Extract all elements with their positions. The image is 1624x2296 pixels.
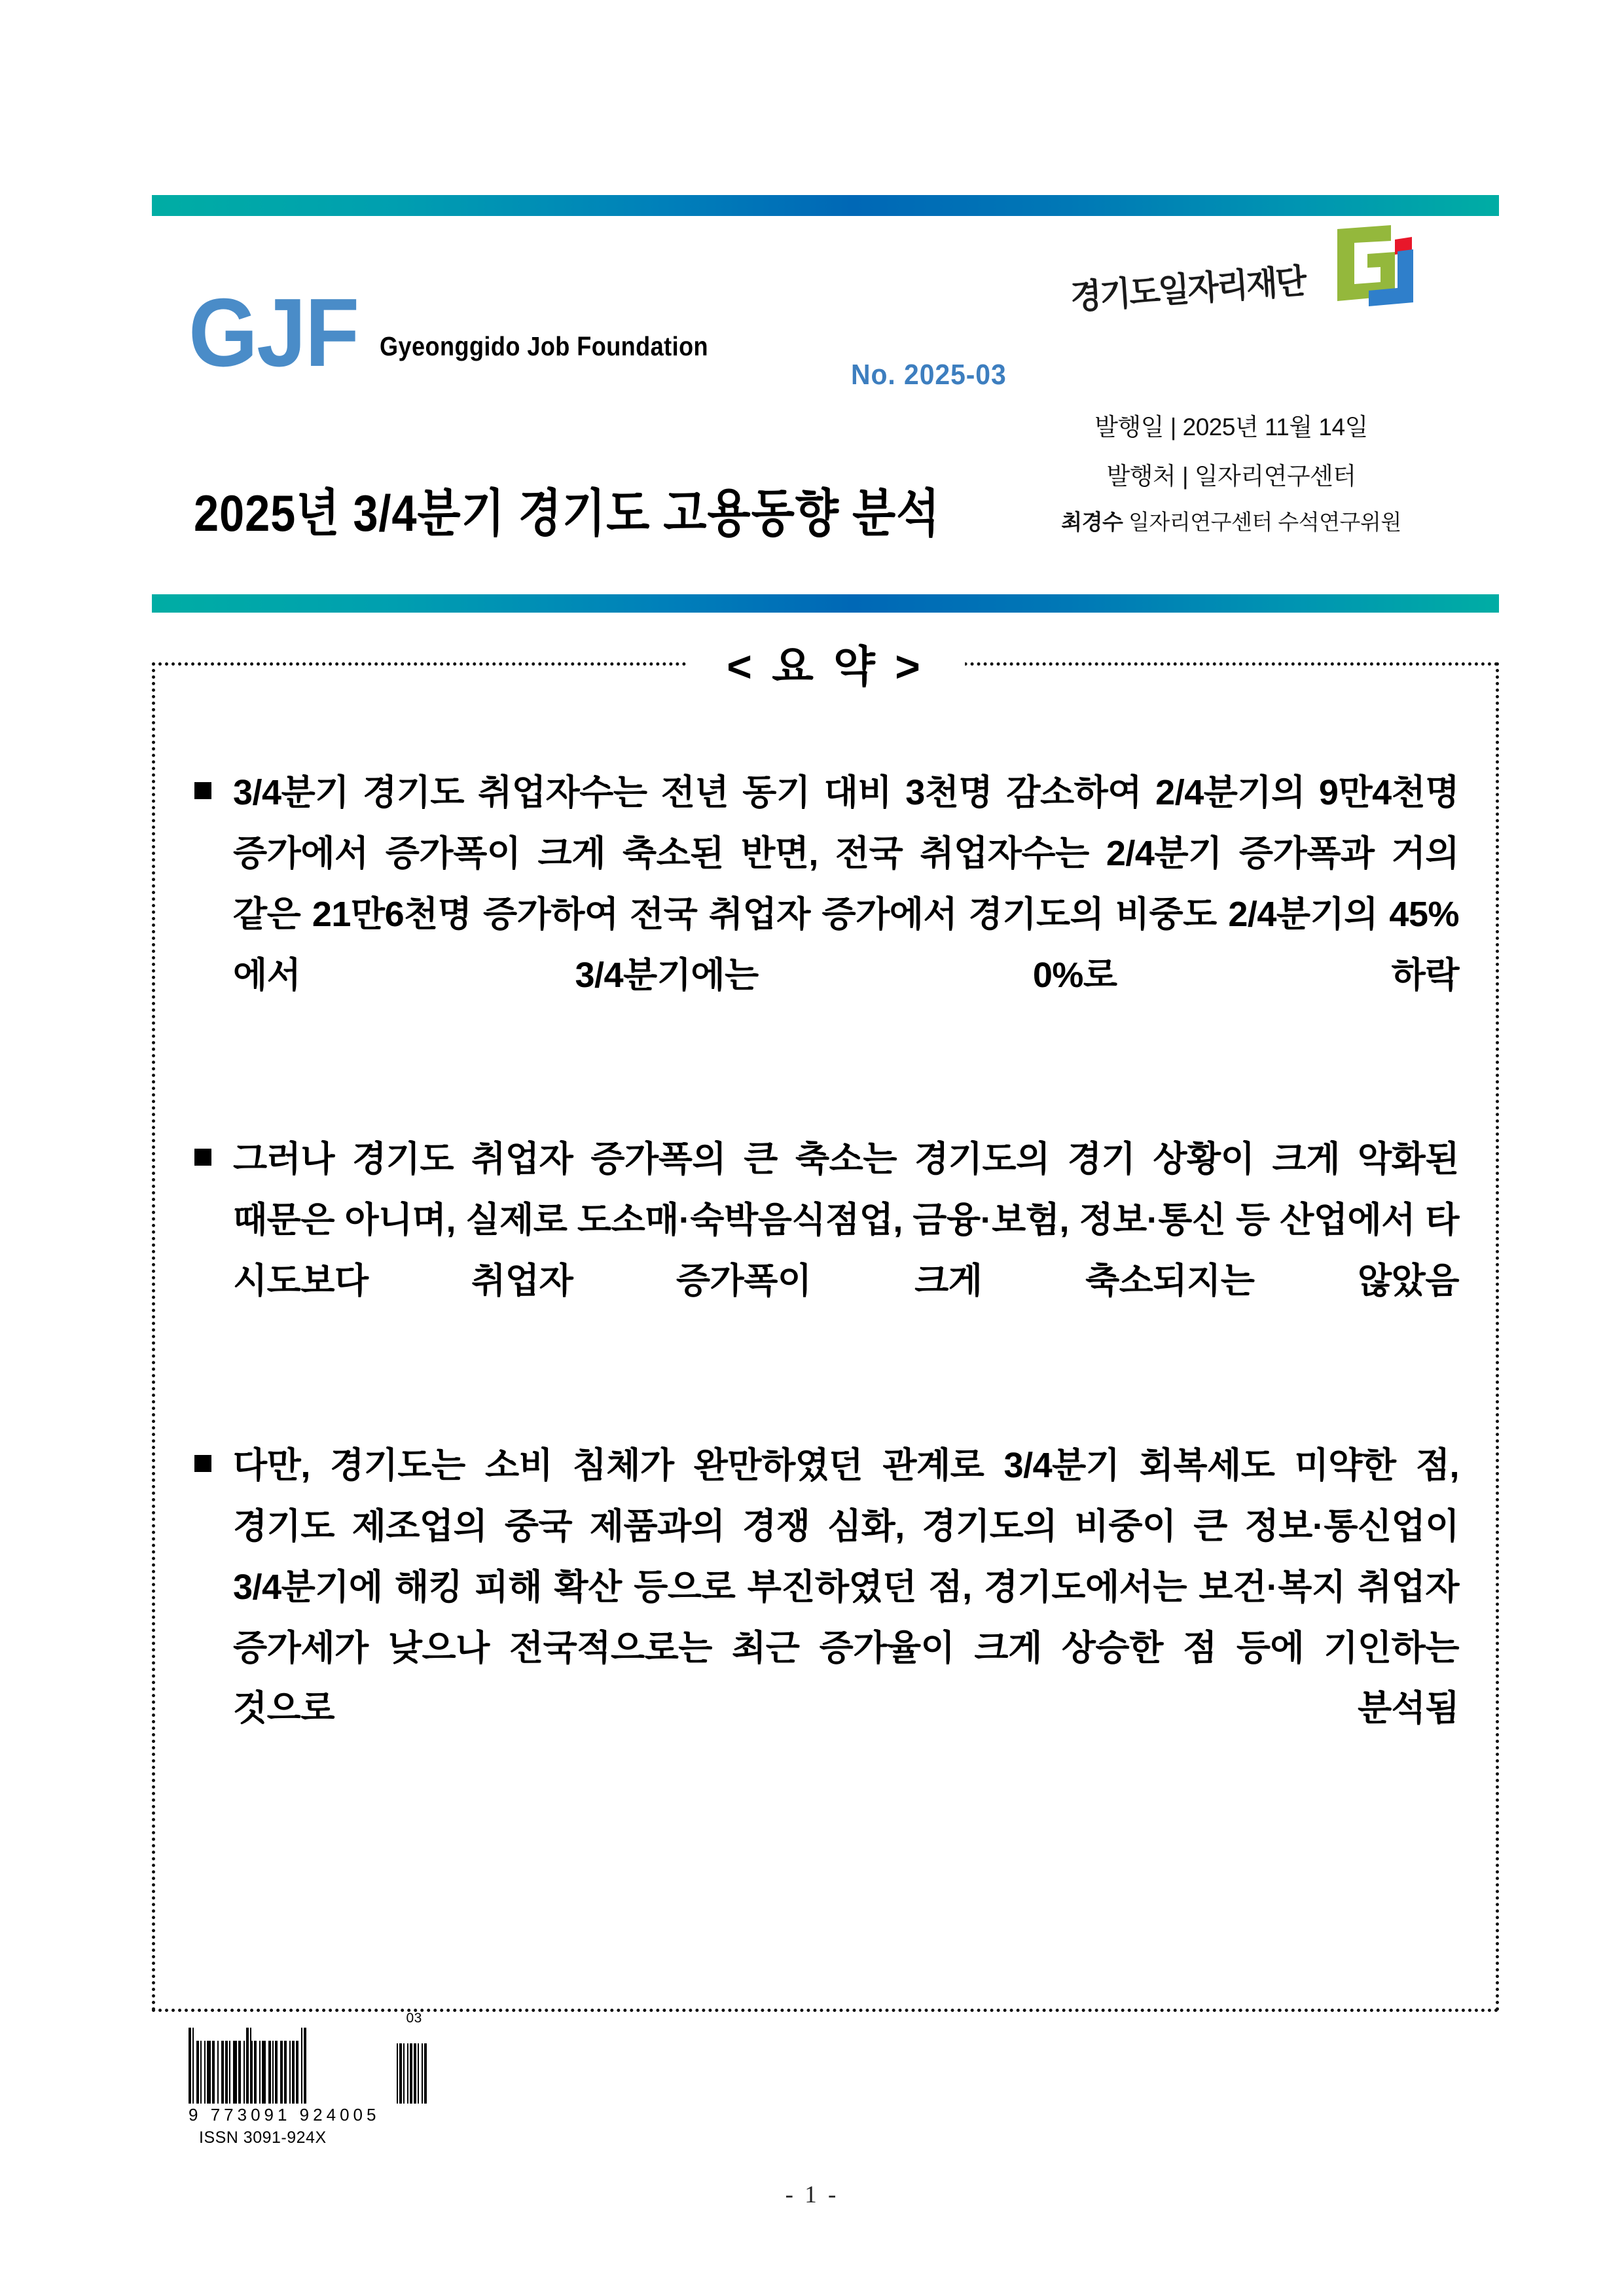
issn-label: ISSN 3091-924X	[199, 2128, 327, 2147]
author-title: 일자리연구센터 수석연구위원	[1128, 510, 1401, 534]
issue-number: No. 2025-03	[851, 359, 1007, 391]
masthead	[0, 216, 1624, 592]
barcode-addon-bars	[397, 2028, 427, 2104]
gjf-logo	[189, 279, 753, 387]
square-bullet-icon	[194, 1149, 211, 1166]
square-bullet-icon	[194, 782, 211, 799]
author-credit	[963, 505, 1500, 536]
publication-info	[963, 407, 1500, 536]
top-gradient-rule	[152, 195, 1499, 216]
barcode-addon	[397, 2011, 427, 2104]
gjf-logo-wordmark: Gyeonggido Job Foundation	[379, 331, 708, 362]
page-number: - 1 -	[785, 2181, 839, 2208]
issn-barcode	[189, 2028, 380, 2125]
summary-heading: < 요 약 >	[686, 632, 965, 694]
barcode-digits	[189, 2105, 380, 2125]
organization-logo	[1070, 223, 1398, 327]
publication-date: 발행일 | 2025년 11월 14일	[1094, 414, 1368, 440]
gjf-logo-mark: GJF	[189, 279, 359, 387]
barcode-rows	[189, 2011, 463, 2125]
organization-name-korean: 경기도일자리재단	[1069, 262, 1307, 317]
publisher: 발행처 | 일자리연구센터	[1106, 463, 1356, 490]
barcode-lead-digit: 9	[189, 2105, 202, 2125]
list-item	[194, 1435, 1459, 1800]
barcode-area	[189, 2011, 463, 2147]
page-title: 2025년 3/4분기 경기도 고용동향 분석	[194, 484, 941, 542]
bottom-gradient-rule	[152, 594, 1499, 613]
list-item	[194, 762, 1459, 1066]
summary-bullet-text: 다만, 경기도는 소비 침체가 완만하였던 관계로 3/4분기 회복세도 미약한 점, 경기도 제조업의 중국 제품과의 경쟁 심화, 경기도의 비중이 큰 정보·통신업이 3/4분기에 해킹 피해 확산 등으로 부진하였던 점, 경기도에서는 보건·복지 취업자 증가세가 낮으나 전국적으로는 최근 증가율이 크게 상승한 점 등에 기인하는 것으로 분석됨	[233, 1445, 1459, 1729]
barcode-addon-label: 03	[406, 2011, 422, 2026]
list-item	[194, 1129, 1459, 1372]
barcode-main-digits: 773091 924005	[210, 2105, 380, 2125]
square-bullet-icon	[194, 1455, 211, 1472]
barcode-bars	[189, 2028, 380, 2104]
gyeonggi-g-mark-icon	[1335, 223, 1415, 306]
summary-bullet-text: 3/4분기 경기도 취업자수는 전년 동기 대비 3천명 감소하여 2/4분기의 9만4천명 증가에서 증가폭이 크게 축소된 반면, 전국 취업자수는 2/4분기 증가폭과 거의 같은 21만6천명 증가하여 전국 취업자 증가에서 경기도의 비중도 2/4분기의 45%에서 3/4분기에는 0%로 하락	[233, 773, 1459, 995]
summary-box	[152, 642, 1499, 2012]
summary-bullet-text: 그러나 경기도 취업자 증가폭의 큰 축소는 경기도의 경기 상황이 크게 악화된 때문은 아니며, 실제로 도소매·숙박음식점업, 금융·보험, 정보·통신 등 산업에서 타 시도보다 취업자 증가폭이 크게 축소되지는 않았음	[233, 1139, 1459, 1301]
summary-bullet-list	[155, 762, 1496, 1800]
author-name: 최경수	[1061, 510, 1123, 534]
